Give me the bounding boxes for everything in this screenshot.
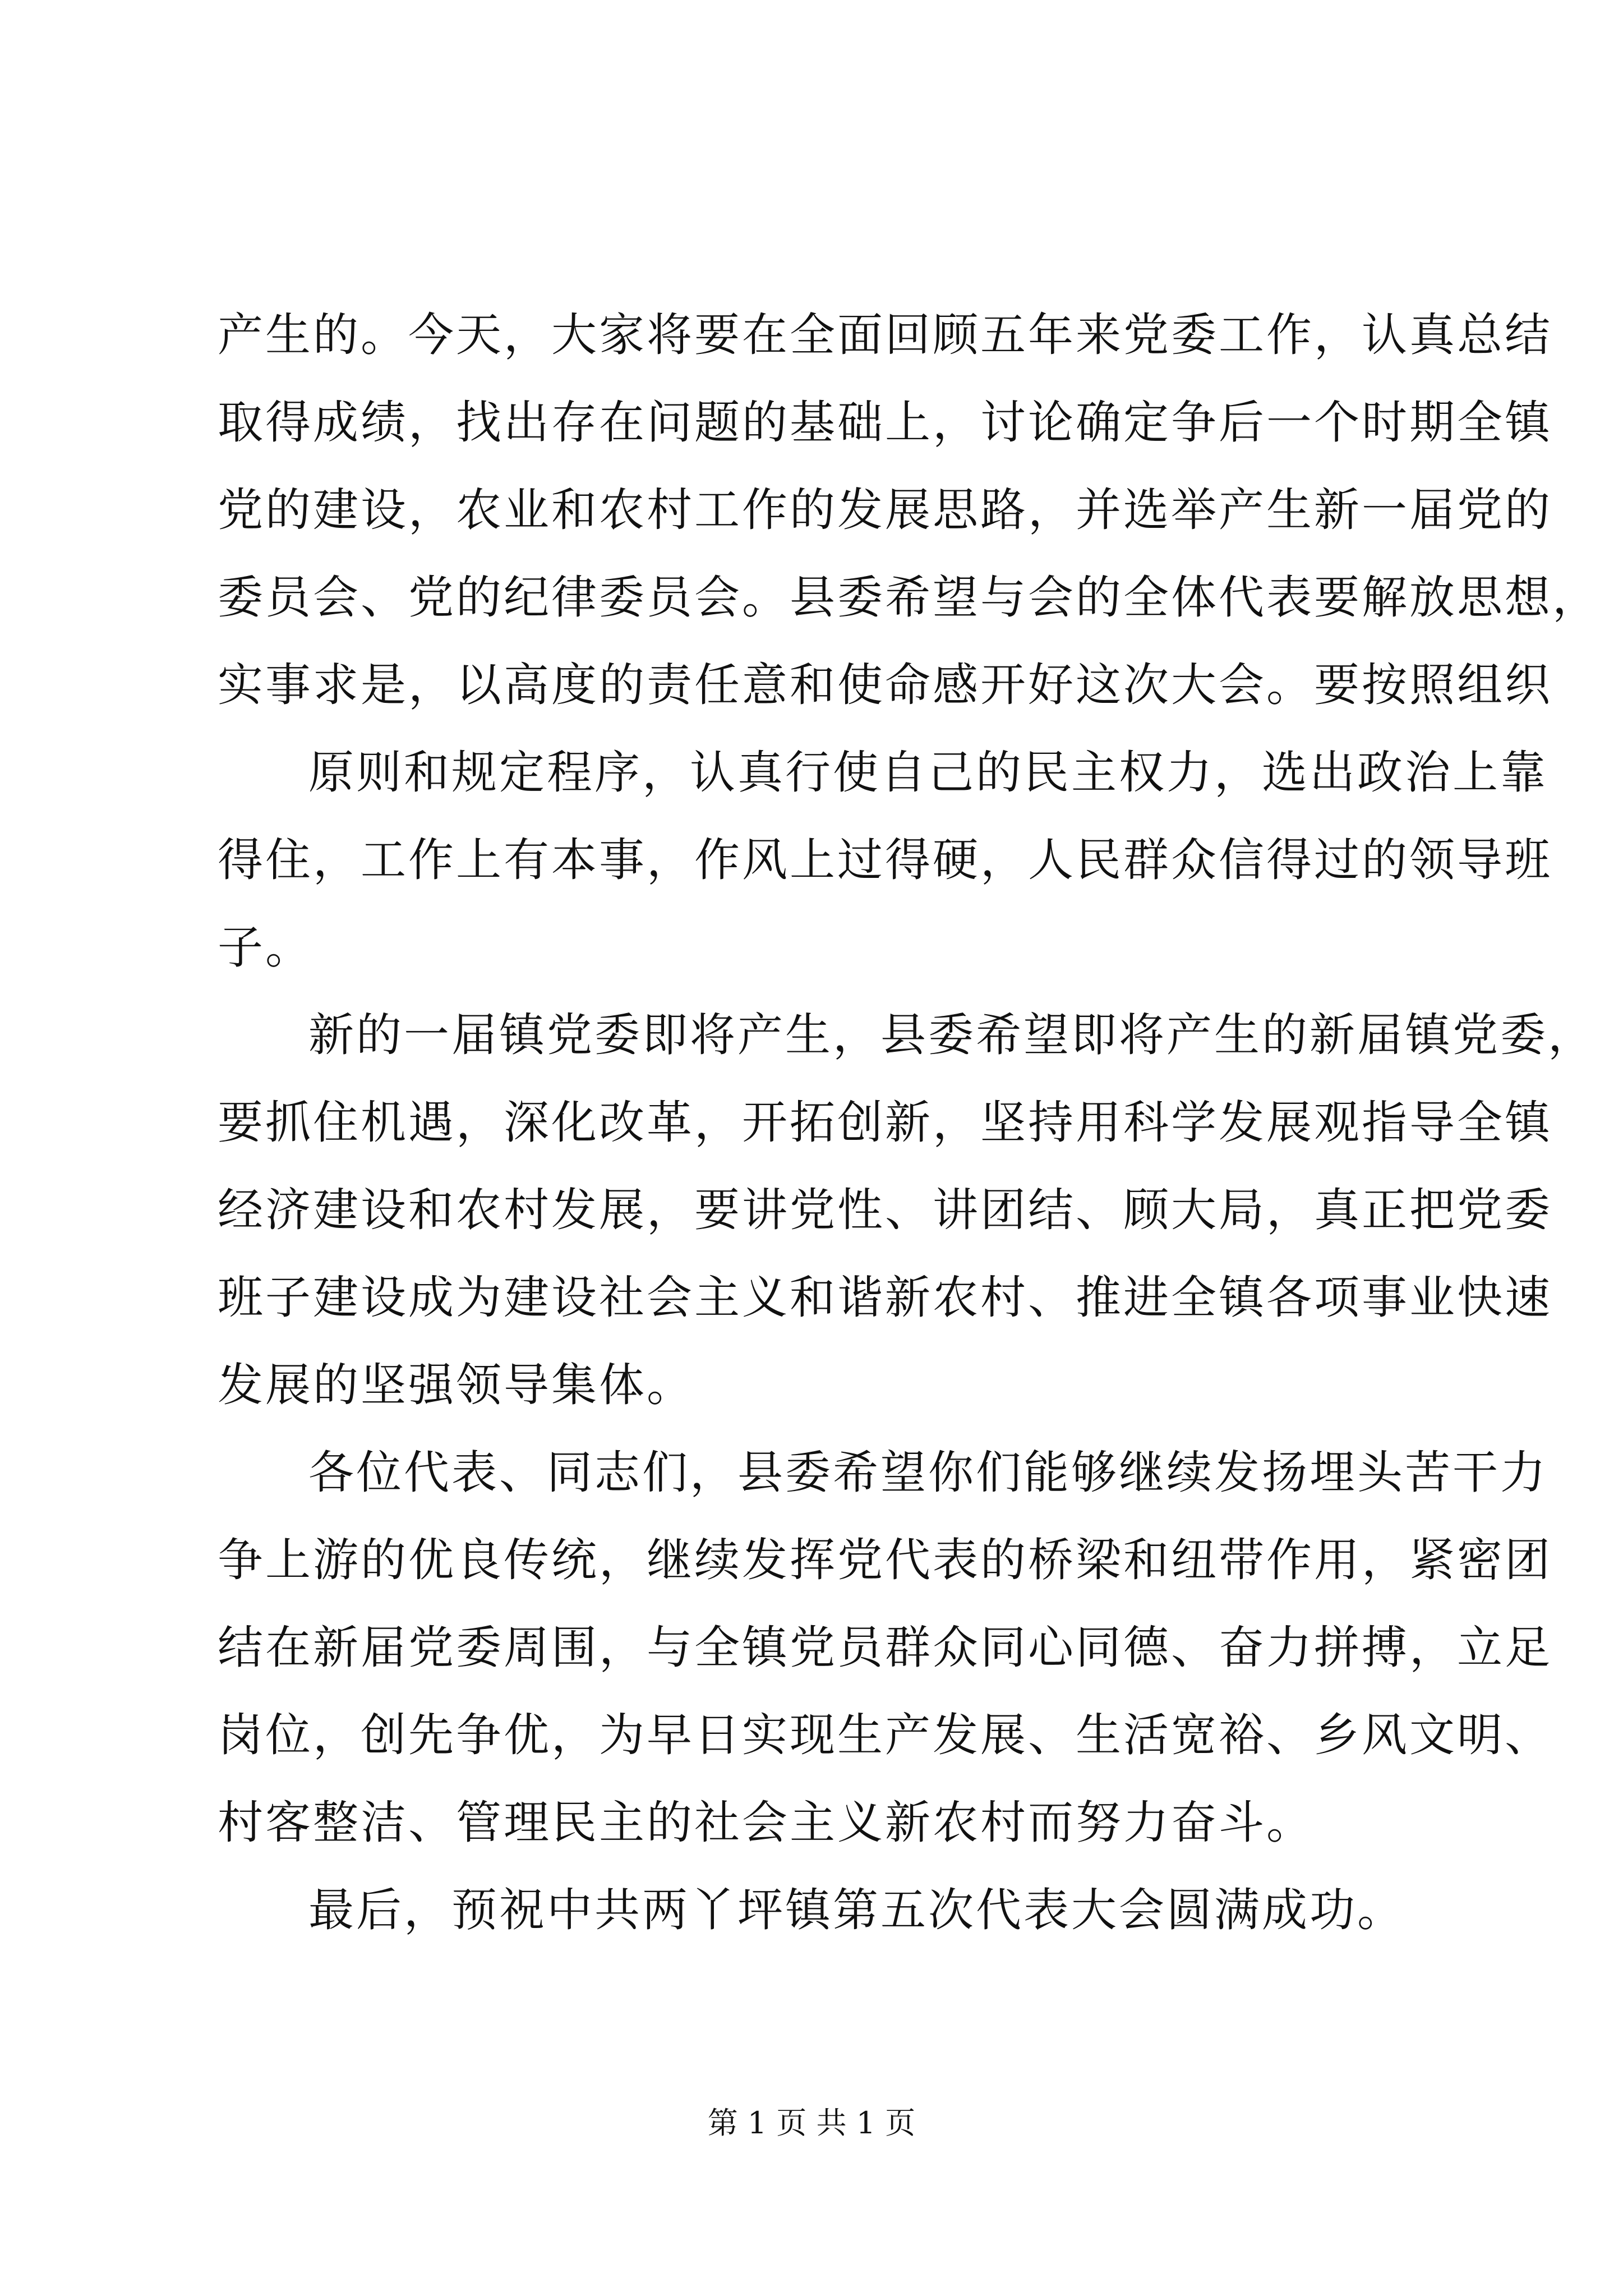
document-body — [218, 292, 1601, 1954]
text-line: 新的一届镇党委即将产生，县委希望即将产生的新届镇党委， — [308, 1009, 1596, 1062]
text-line: 最后，预祝中共两丫坪镇第五次代表大会圆满成功。 — [308, 1884, 1405, 1937]
text-line: 取得成绩，找出存在问题的基础上，讨论确定争后一个时期全镇 — [218, 397, 1553, 449]
text-line: 争上游的优良传统，继续发挥党代表的桥梁和纽带作用，紧密团 — [218, 1534, 1553, 1587]
text-line: 结在新届党委周围，与全镇党员群众同心同德、奋力拼搏，立足 — [218, 1622, 1553, 1674]
text-line: 要抓住机遇，深化改革，开拓创新，坚持用科学发展观指导全镇 — [218, 1097, 1553, 1149]
text-line: 各位代表、同志们，县委希望你们能够继续发扬埋头苦干力 — [308, 1447, 1548, 1499]
text-line: 经济建设和农村发展，要讲党性、讲团结、顾大局，真正把党委 — [218, 1184, 1553, 1237]
text-line: 原则和规定程序，认真行使自己的民主权力，选出政治上靠 — [308, 747, 1548, 799]
text-line: 村客整洁、管理民主的社会主义新农村而努力奋斗。 — [218, 1797, 1315, 1849]
text-line: 得住，工作上有本事，作风上过得硬，人民群众信得过的领导班 — [218, 834, 1553, 887]
text-line: 班子建设成为建设社会主义和谐新农村、推进全镇各项事业快速 — [218, 1272, 1553, 1324]
text-line: 岗位，创先争优，为早日实现生产发展、生活宽裕、乡风文明、 — [218, 1709, 1553, 1762]
text-line: 党的建设，农业和农村工作的发展思路，并选举产生新一届党的 — [218, 484, 1553, 537]
text-line: 发展的坚强领导集体。 — [218, 1359, 695, 1412]
text-line: 子。 — [218, 922, 313, 974]
text-line: 实事求是，以高度的责任意和使命感开好这次大会。要按照组织 — [218, 659, 1553, 712]
page-footer: 第 1 页 共 1 页 — [707, 2105, 916, 2141]
text-line: 委员会、党的纪律委员会。县委希望与会的全体代表要解放思想， — [218, 572, 1601, 624]
text-line: 产生的。今天，大家将要在全面回顾五年来党委工作，认真总结 — [218, 309, 1553, 362]
